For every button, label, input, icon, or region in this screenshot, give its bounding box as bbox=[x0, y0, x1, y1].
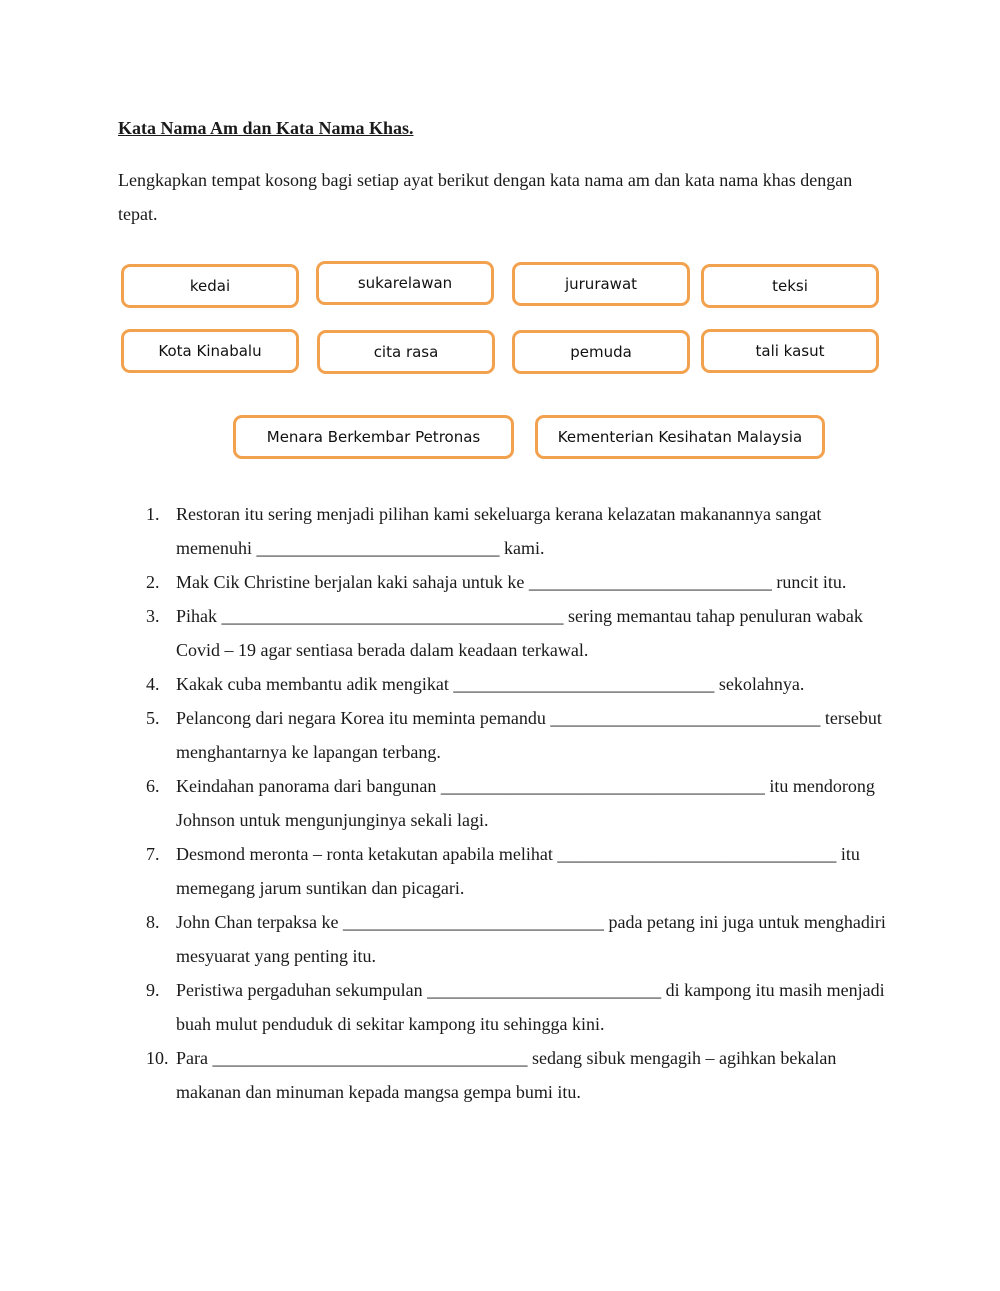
word-box-pemuda[interactable]: pemuda bbox=[512, 330, 690, 374]
question-number: 3. bbox=[146, 606, 160, 626]
question-item bbox=[0, 1041, 886, 1109]
question-item bbox=[0, 667, 886, 701]
question-text: Pelancong dari negara Korea itu meminta pemandu ______________________________ tersebut menghantarnya ke lapangan terbang. bbox=[176, 708, 882, 762]
word-box-menara-berkembar-petronas[interactable]: Menara Berkembar Petronas bbox=[233, 415, 514, 459]
question-number: 1. bbox=[146, 504, 160, 524]
question-item bbox=[0, 905, 886, 973]
question-text: Desmond meronta – ronta ketakutan apabila melihat _______________________________ itu memegang jarum suntikan dan picagari. bbox=[176, 844, 860, 898]
word-box-kota-kinabalu[interactable]: Kota Kinabalu bbox=[121, 329, 299, 373]
question-item bbox=[0, 565, 886, 599]
question-text: Kakak cuba membantu adik mengikat _____________________________ sekolahnya. bbox=[176, 674, 805, 694]
question-number: 5. bbox=[146, 708, 160, 728]
question-text: Keindahan panorama dari bangunan ____________________________________ itu mendorong Johnson untuk mengunjunginya sekali lagi. bbox=[176, 776, 875, 830]
question-item bbox=[0, 599, 886, 667]
question-item bbox=[0, 497, 886, 565]
question-number: 6. bbox=[146, 776, 160, 796]
question-number: 10. bbox=[146, 1048, 169, 1068]
question-number: 9. bbox=[146, 980, 160, 1000]
question-item bbox=[0, 973, 886, 1041]
word-box-tali-kasut[interactable]: tali kasut bbox=[701, 329, 879, 373]
word-box-teksi[interactable]: teksi bbox=[701, 264, 879, 308]
question-text: Restoran itu sering menjadi pilihan kami sekeluarga kerana kelazatan makanannya sangat memenuhi ___________________________ kami. bbox=[176, 504, 822, 558]
word-box-kementerian-kesihatan-malaysia[interactable]: Kementerian Kesihatan Malaysia bbox=[535, 415, 825, 459]
question-number: 7. bbox=[146, 844, 160, 864]
word-box-cita-rasa[interactable]: cita rasa bbox=[317, 330, 495, 374]
question-number: 8. bbox=[146, 912, 160, 932]
question-item bbox=[0, 701, 886, 769]
question-text: Para ___________________________________ sedang sibuk mengagih – agihkan bekalan makanan dan minuman kepada mangsa gempa bumi itu. bbox=[176, 1048, 837, 1102]
question-list bbox=[0, 497, 1000, 1109]
question-number: 4. bbox=[146, 674, 160, 694]
worksheet-title: Kata Nama Am dan Kata Nama Khas. bbox=[118, 118, 414, 138]
question-text: John Chan terpaksa ke _____________________________ pada petang ini juga untuk menghadiri mesyuarat yang penting itu. bbox=[176, 912, 886, 966]
word-box-jururawat[interactable]: jururawat bbox=[512, 262, 690, 306]
question-number: 2. bbox=[146, 572, 160, 592]
question-item bbox=[0, 837, 886, 905]
word-box-kedai[interactable]: kedai bbox=[121, 264, 299, 308]
question-text: Peristiwa pergaduhan sekumpulan __________________________ di kampong itu masih menjadi buah mulut penduduk di sekitar kampong itu sehingga kini. bbox=[176, 980, 885, 1034]
question-item bbox=[0, 769, 886, 837]
word-box-sukarelawan[interactable]: sukarelawan bbox=[316, 261, 494, 305]
instructions-text: Lengkapkan tempat kosong bagi setiap ayat berikut dengan kata nama am dan kata nama khas dengan tepat. bbox=[118, 170, 853, 224]
question-text: Mak Cik Christine berjalan kaki sahaja untuk ke ___________________________ runcit itu. bbox=[176, 572, 847, 592]
question-text: Pihak ______________________________________ sering memantau tahap penuluran wabak Covid – 19 agar sentiasa berada dalam keadaan terkawal. bbox=[176, 606, 863, 660]
